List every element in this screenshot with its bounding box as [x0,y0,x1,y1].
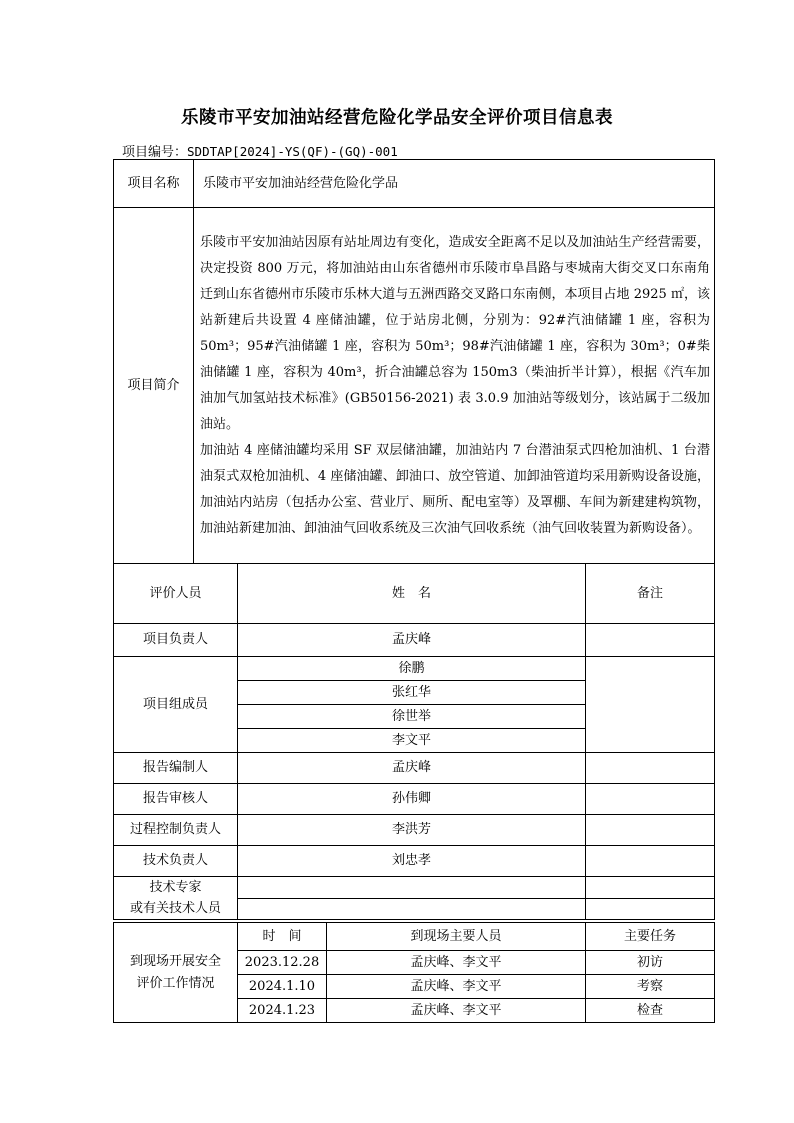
technical-name: 刘忠孝 [238,846,586,877]
summary-text [194,208,715,564]
personnel-header-name: 姓 名 [238,564,586,624]
member-name: 徐鹏 [238,657,586,681]
reviewer-remark [586,784,715,815]
site-work-time: 2024.1.23 [238,999,327,1023]
experts-role-line2: 或有关技术人员 [129,901,221,916]
project-info-table [113,159,715,564]
summary-label: 项目简介 [114,208,194,564]
site-work-people: 孟庆峰、李文平 [327,999,586,1023]
expert-remark-1 [586,877,715,899]
site-work-people: 孟庆峰、李文平 [327,951,586,975]
compiler-role: 报告编制人 [114,753,238,784]
site-work-time: 2024.1.10 [238,975,327,999]
technical-role: 技术负责人 [114,846,238,877]
technical-remark [586,846,715,877]
compiler-name: 孟庆峰 [238,753,586,784]
summary-paragraph-2: 加油站 4 座储油罐均采用 SF 双层储油罐，加油站内 7 台潜油泵式四枪加油机、1 台潜油泵式双枪加油机、4 座储油罐、卸油口、放空管道、加卸油管道均采用新购设备设施，加油站内站房（包括办公室、营业厅、厕所、配电室等）及罩棚、车间为新建建构筑物，加油站新建加油、卸油油气回收系统及三次油气回收系统（油气回收装置为新购设备）。 [200,442,710,536]
reviewer-name: 孙伟卿 [238,784,586,815]
member-name: 张红华 [238,681,586,705]
members-remark [586,657,715,753]
leader-name: 孟庆峰 [238,624,586,657]
expert-name-2 [238,898,586,920]
site-work-header-time: 时 间 [238,923,327,951]
personnel-header-role: 评价人员 [114,564,238,624]
site-work-label-line1: 到现场开展安全 [129,953,221,969]
personnel-table [113,563,715,920]
project-number-value: SDDTAP[2024]-YS(QF)-(GQ)-001 [187,144,398,159]
page-title: 乐陵市平安加油站经营危险化学品安全评价项目信息表 [181,108,613,128]
summary-paragraph-1: 乐陵市平安加油站因原有站址周边有变化，造成安全距离不足以及加油站生产经营需要，决定投资 800 万元，将加油站由山东省德州市乐陵市阜昌路与枣城南大街交叉口东南角迁到山东省德州市乐陵市乐林大道与五洲西路交叉路口东南侧，本项目占地 2925 ㎡，该站新建后共设置 4 座储油罐，位于站房北侧，分别为：92#汽油储罐 1 座，容积为 50m³；95#汽油储罐 1 座，容积为 50m³；98#汽油储罐 1 座，容积为 30m³；0#柴油储罐 1 座，容积为 40m³，折合油罐总容为 150m3（柴油折半计算），根据《汽车加油加气加氢站技术标准》(GB50156-2021) 表 3.0.9 加油站等级划分，该站属于二级加油站。 [200,234,710,432]
leader-role: 项目负责人 [114,624,238,657]
leader-remark [586,624,715,657]
member-name: 徐世举 [238,705,586,729]
reviewer-role: 报告审核人 [114,784,238,815]
site-work-task: 初访 [586,951,715,975]
members-role: 项目组成员 [114,657,238,753]
compiler-remark [586,753,715,784]
experts-role [114,877,238,920]
site-work-task: 考察 [586,975,715,999]
site-work-time: 2023.12.28 [238,951,327,975]
site-work-people: 孟庆峰、李文平 [327,975,586,999]
expert-name-1 [238,877,586,899]
personnel-header-remark: 备注 [586,564,715,624]
project-number [122,141,398,160]
site-work-task: 检查 [586,999,715,1023]
project-name-label: 项目名称 [114,160,194,208]
process-control-remark [586,815,715,846]
project-name-value: 乐陵市平安加油站经营危险化学品 [194,160,715,208]
site-work-table [113,922,715,1023]
site-work-label [114,923,238,1023]
project-number-label: 项目编号： [122,145,188,160]
experts-role-line1: 技术专家 [149,880,202,895]
site-work-header-people: 到现场主要人员 [327,923,586,951]
expert-remark-2 [586,898,715,920]
site-work-label-line2: 评价工作情况 [136,975,215,991]
process-control-name: 李洪芳 [238,815,586,846]
process-control-role: 过程控制负责人 [114,815,238,846]
site-work-header-task: 主要任务 [586,923,715,951]
member-name: 李文平 [238,729,586,753]
